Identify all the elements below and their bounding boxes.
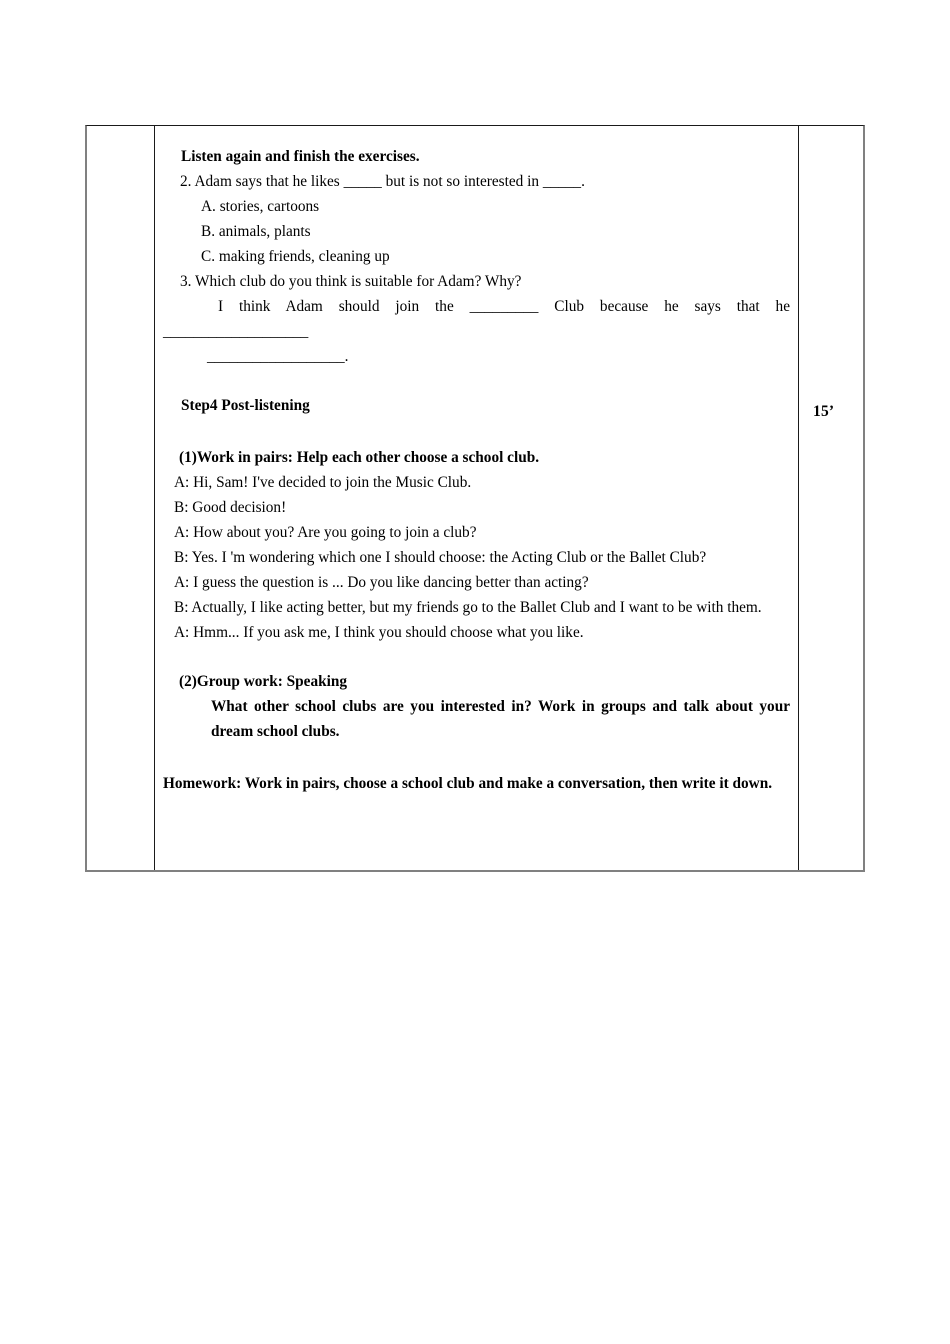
question-3: 3. Which club do you think is suitable for Adam? Why? [180, 273, 522, 290]
spacer [163, 744, 790, 771]
spacer [163, 418, 790, 445]
group-work-body: What other school clubs are you interested in? Work in groups and talk about your dream school clubs. [211, 698, 790, 740]
step4-heading: Step4 Post-listening [181, 397, 310, 414]
dialogue-line: B: Actually, I like acting better, but my friends go to the Ballet Club and I want to be with them. [174, 599, 762, 616]
homework-text: Homework: Work in pairs, choose a school club and make a conversation, then write it down. [163, 775, 773, 792]
question-2: 2. Adam says that he likes _____ but is not so interested in _____. [180, 173, 585, 190]
question-3-answer-line: I think Adam should join the _________ Club because he says that he [218, 298, 790, 315]
dialogue-line: A: I guess the question is ... Do you like dancing better than acting? [174, 574, 589, 591]
table-column-stage [87, 126, 155, 870]
group-work-heading: (2)Group work: Speaking [179, 673, 348, 690]
dialogue-line: A: Hmm... If you ask me, I think you should choose what you like. [174, 624, 584, 641]
question-2-option-b: B. animals, plants [201, 223, 311, 240]
question-3-blank-line-1: ___________________ [163, 323, 309, 340]
listening-heading: Listen again and finish the exercises. [181, 148, 420, 165]
dialogue-line: A: Hi, Sam! I've decided to join the Music Club. [174, 474, 472, 491]
time-allocation-label: 15’ [813, 403, 835, 420]
spacer [163, 369, 790, 393]
dialogue-line: A: How about you? Are you going to join a club? [174, 524, 477, 541]
question-2-option-c: C. making friends, cleaning up [201, 248, 390, 265]
lesson-plan-table [85, 125, 865, 872]
question-2-option-a: A. stories, cartoons [201, 198, 320, 215]
dialogue-line: B: Yes. I 'm wondering which one I should choose: the Acting Club or the Ballet Club? [174, 549, 707, 566]
dialogue-line: B: Good decision! [174, 499, 287, 516]
question-3-blank-line-2: __________________. [207, 348, 349, 365]
spacer [163, 645, 790, 669]
pairs-activity-heading: (1)Work in pairs: Help each other choose a school club. [179, 449, 540, 466]
table-column-content [155, 126, 799, 870]
table-column-time [799, 126, 863, 870]
